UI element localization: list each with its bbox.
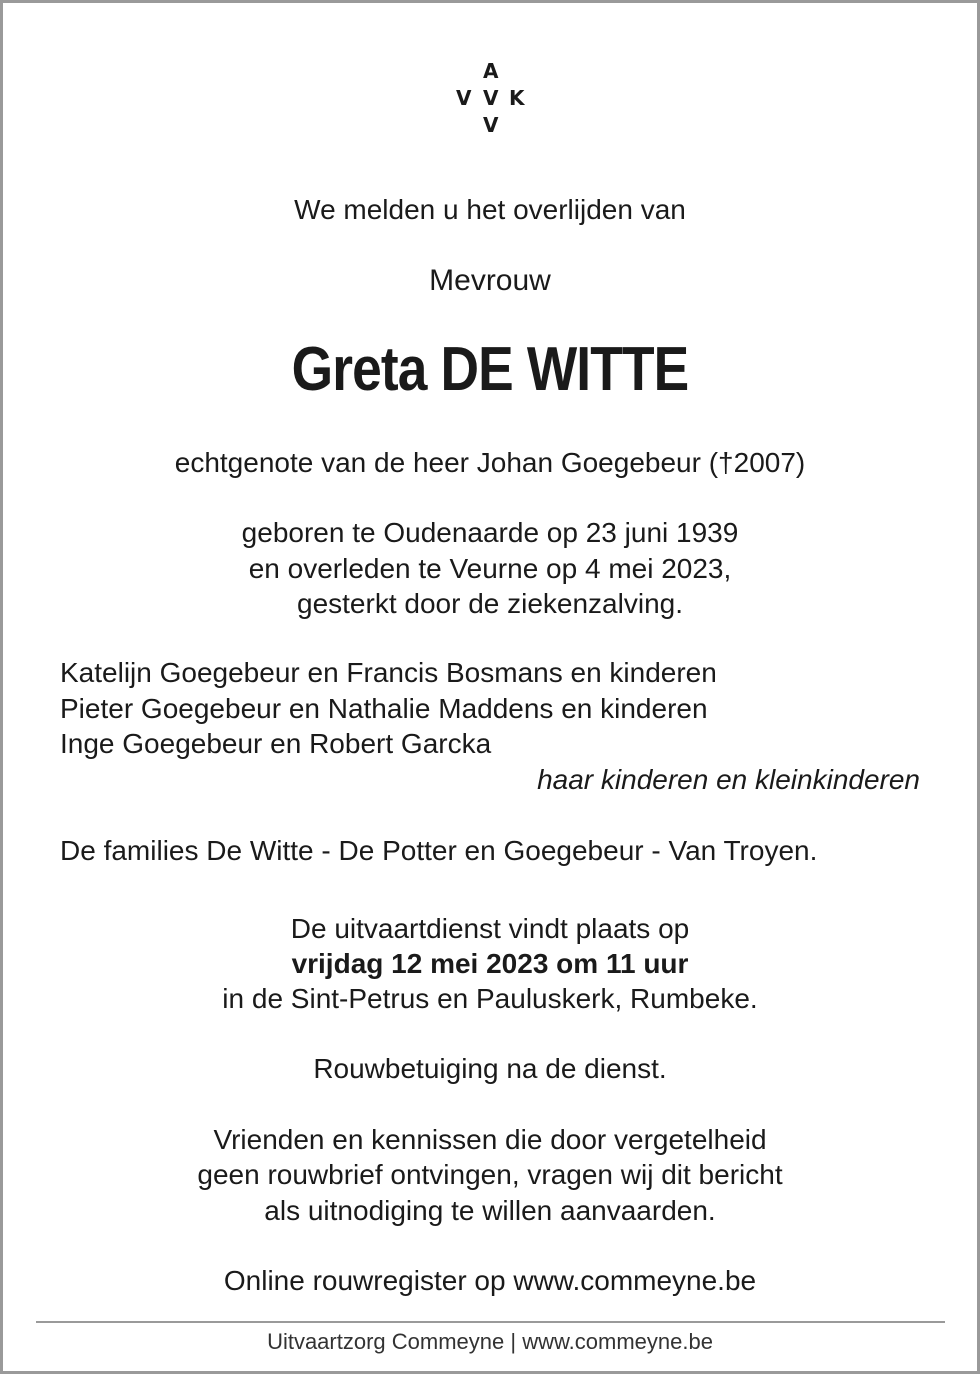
footer-divider — [36, 1321, 945, 1323]
death-line: en overleden te Veurne op 4 mei 2023, — [248, 553, 732, 584]
service-location: in de Sint-Petrus en Pauluskerk, Rumbeke. — [222, 983, 758, 1014]
child-line: Inge Goegebeur en Robert Garcka — [60, 728, 492, 759]
symbol-top-letter: A — [483, 59, 499, 83]
symbol-left-letter: V — [456, 86, 472, 110]
notice-line: Vrienden en kennissen die door vergetelheid — [213, 1124, 767, 1155]
title: Mevrouw — [429, 264, 551, 297]
notice-line: geen rouwbrief ontvingen, vragen wij dit bericht — [197, 1159, 783, 1190]
birth-line: geboren te Oudenaarde op 23 juni 1939 — [241, 517, 739, 548]
child-line: Katelijn Goegebeur en Francis Bosmans en kinderen — [60, 657, 717, 688]
children-label: haar kinderen en kleinkinderen — [537, 764, 920, 795]
families-line: De families De Witte - De Potter en Goegebeur - Van Troyen. — [60, 835, 818, 866]
footer-text: Uitvaartzorg Commeyne | www.commeyne.be — [267, 1329, 713, 1354]
child-line: Pieter Goegebeur en Nathalie Maddens en kinderen — [60, 693, 708, 724]
symbol-bottom-letter: V — [483, 113, 499, 137]
symbol-center-letter: V — [483, 86, 499, 110]
online-register: Online rouwregister op www.commeyne.be — [223, 1265, 757, 1296]
condolence-line: Rouwbetuiging na de dienst. — [313, 1053, 667, 1084]
announcement: We melden u het overlijden van — [294, 194, 686, 225]
sacrament-line: gesterkt door de ziekenzalving. — [297, 588, 683, 619]
deceased-name: Greta DE WITTE — [291, 335, 689, 404]
notice-line: als uitnodiging te willen aanvaarden. — [264, 1195, 716, 1226]
service-intro: De uitvaartdienst vindt plaats op — [290, 913, 690, 944]
symbol-right-letter: K — [509, 86, 525, 110]
service-datetime: vrijdag 12 mei 2023 om 11 uur — [291, 948, 689, 979]
spouse-line: echtgenote van de heer Johan Goegebeur (†2007) — [174, 447, 806, 478]
